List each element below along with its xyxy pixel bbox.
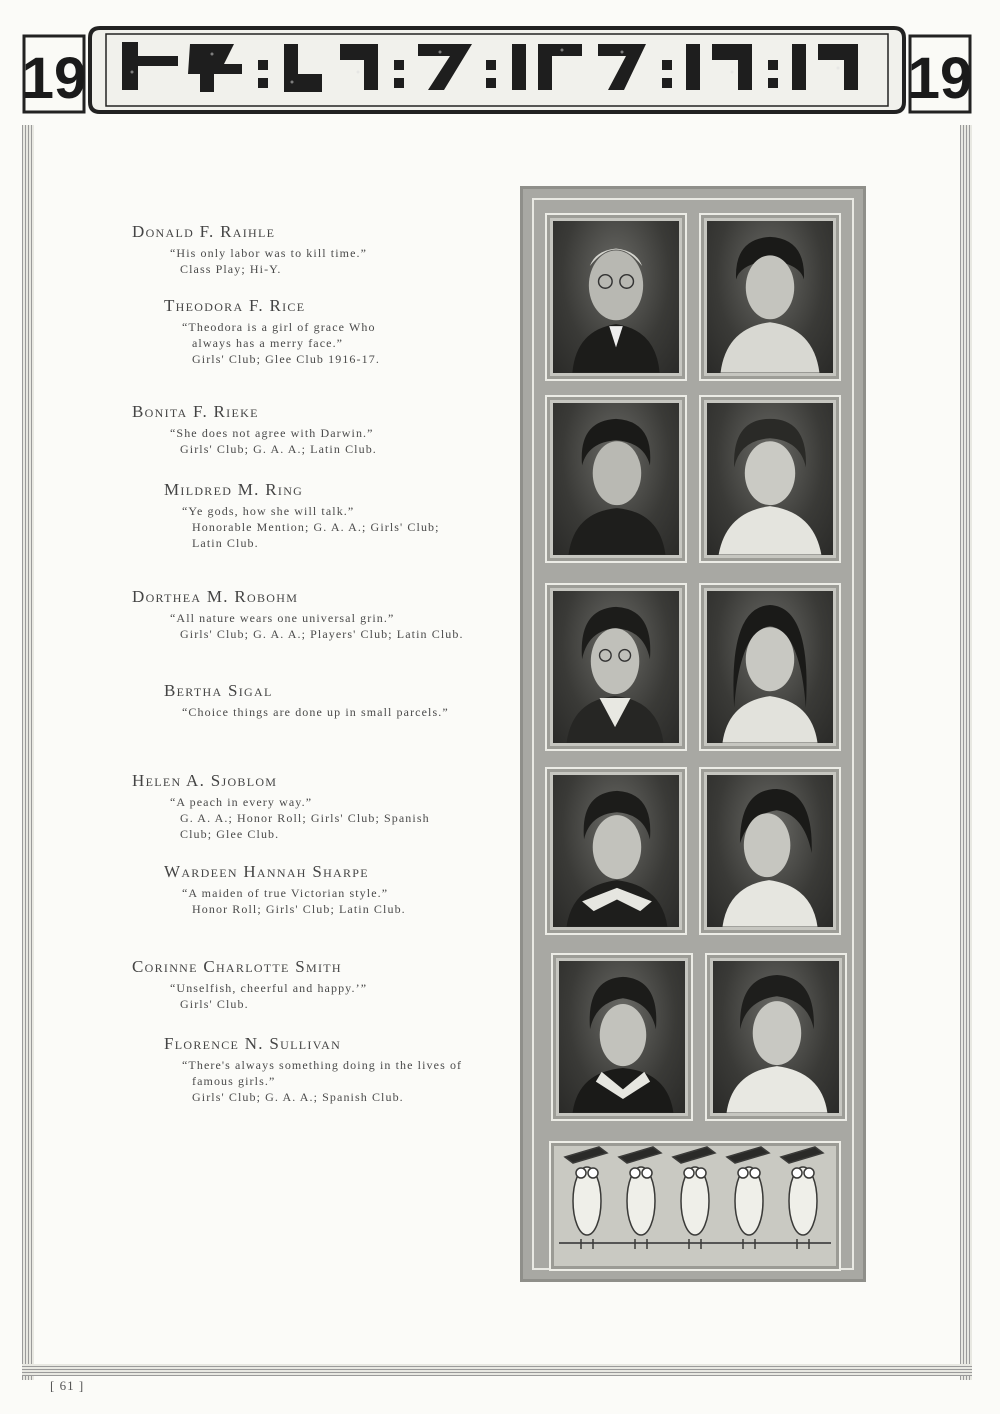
student-quote: “All nature wears one universal grin.”	[170, 611, 395, 625]
student-name: Theodora F. Rice	[164, 296, 306, 315]
student-quote: “His only labor was to kill time.”	[170, 246, 368, 260]
student-name: Corinne Charlotte Smith	[132, 957, 342, 976]
year-left-text: 19	[22, 46, 87, 111]
portrait-photo	[707, 591, 833, 743]
portrait-frame	[699, 395, 841, 563]
portrait-photo	[559, 961, 685, 1113]
portrait-frame	[545, 213, 687, 381]
page-border-right	[960, 125, 972, 1380]
student-quote: “Unselfish, cheerful and happy.’”	[170, 981, 368, 995]
entry-4	[164, 480, 524, 551]
student-activities: Girls' Club; G. A. A.; Latin Club.	[180, 442, 377, 456]
student-activities: Girls' Club; G. A. A.; Spanish Club.	[192, 1090, 404, 1104]
student-activities: Girls' Club.	[180, 997, 249, 1011]
student-activities: Honor Roll; Girls' Club; Latin Club.	[192, 902, 406, 916]
page-border-bottom	[22, 1364, 972, 1376]
student-activities: Girls' Club; G. A. A.; Players' Club; Latin Club.	[180, 627, 464, 641]
portrait-photo	[553, 775, 679, 927]
portrait-photo	[707, 221, 833, 373]
portrait-frame	[545, 767, 687, 935]
portrait-photo	[713, 961, 839, 1113]
entry-10	[164, 1034, 524, 1105]
portrait-photo	[553, 221, 679, 373]
student-quote: “There's always something doing in the lives of famous girls.”	[182, 1058, 463, 1088]
student-activities: G. A. A.; Honor Roll; Girls' Club; Spanish Club; Glee Club.	[180, 811, 430, 841]
student-name: Florence N. Sullivan	[164, 1034, 342, 1053]
entry-7	[132, 771, 492, 842]
entry-9	[132, 957, 492, 1012]
student-activities: Class Play; Hi-Y.	[180, 262, 282, 276]
portrait-frame	[699, 583, 841, 751]
student-name: Dorthea M. Robohm	[132, 587, 299, 606]
student-quote: “A peach in every way.”	[170, 795, 313, 809]
year-right-text: 19	[907, 46, 972, 111]
entry-1	[132, 222, 492, 277]
student-quote: “Ye gods, how she will talk.”	[182, 504, 355, 518]
student-name: Bertha Sigal	[164, 681, 273, 700]
entry-2	[164, 296, 524, 367]
page-number: [ 61 ]	[50, 1378, 85, 1393]
student-quote: “A maiden of true Victorian style.”	[182, 886, 389, 900]
portrait-frame	[545, 395, 687, 563]
student-name: Donald F. Raihle	[132, 222, 276, 241]
student-name: Helen A. Sjoblom	[132, 771, 278, 790]
student-name: Wardeen Hannah Sharpe	[164, 862, 369, 881]
owl-illustration	[549, 1141, 841, 1271]
portrait-frame	[699, 213, 841, 381]
header-banner	[22, 22, 972, 118]
portrait-frame	[545, 583, 687, 751]
portrait-frame	[699, 767, 841, 935]
portrait-photo	[553, 403, 679, 555]
student-quote: “Theodora is a girl of grace Who always has a merry face.”	[182, 320, 376, 350]
portrait-photo	[707, 775, 833, 927]
student-activities: Girls' Club; Glee Club 1916-17.	[192, 352, 380, 366]
portrait-photo	[553, 591, 679, 743]
entry-3	[132, 402, 492, 457]
portrait-photo	[707, 403, 833, 555]
student-quote: “Choice things are done up in small parcels.”	[182, 705, 449, 719]
entry-8	[164, 862, 524, 917]
student-name: Mildred M. Ring	[164, 480, 304, 499]
portrait-frame	[705, 953, 847, 1121]
student-quote: “She does not agree with Darwin.”	[170, 426, 374, 440]
entry-6	[164, 681, 524, 720]
portrait-panel	[520, 186, 866, 1282]
portrait-frame	[551, 953, 693, 1121]
entry-5	[132, 587, 492, 642]
student-name: Bonita F. Rieke	[132, 402, 259, 421]
student-activities: Honorable Mention; G. A. A.; Girls' Club; Latin Club.	[192, 520, 440, 550]
page-border-left	[22, 125, 34, 1380]
